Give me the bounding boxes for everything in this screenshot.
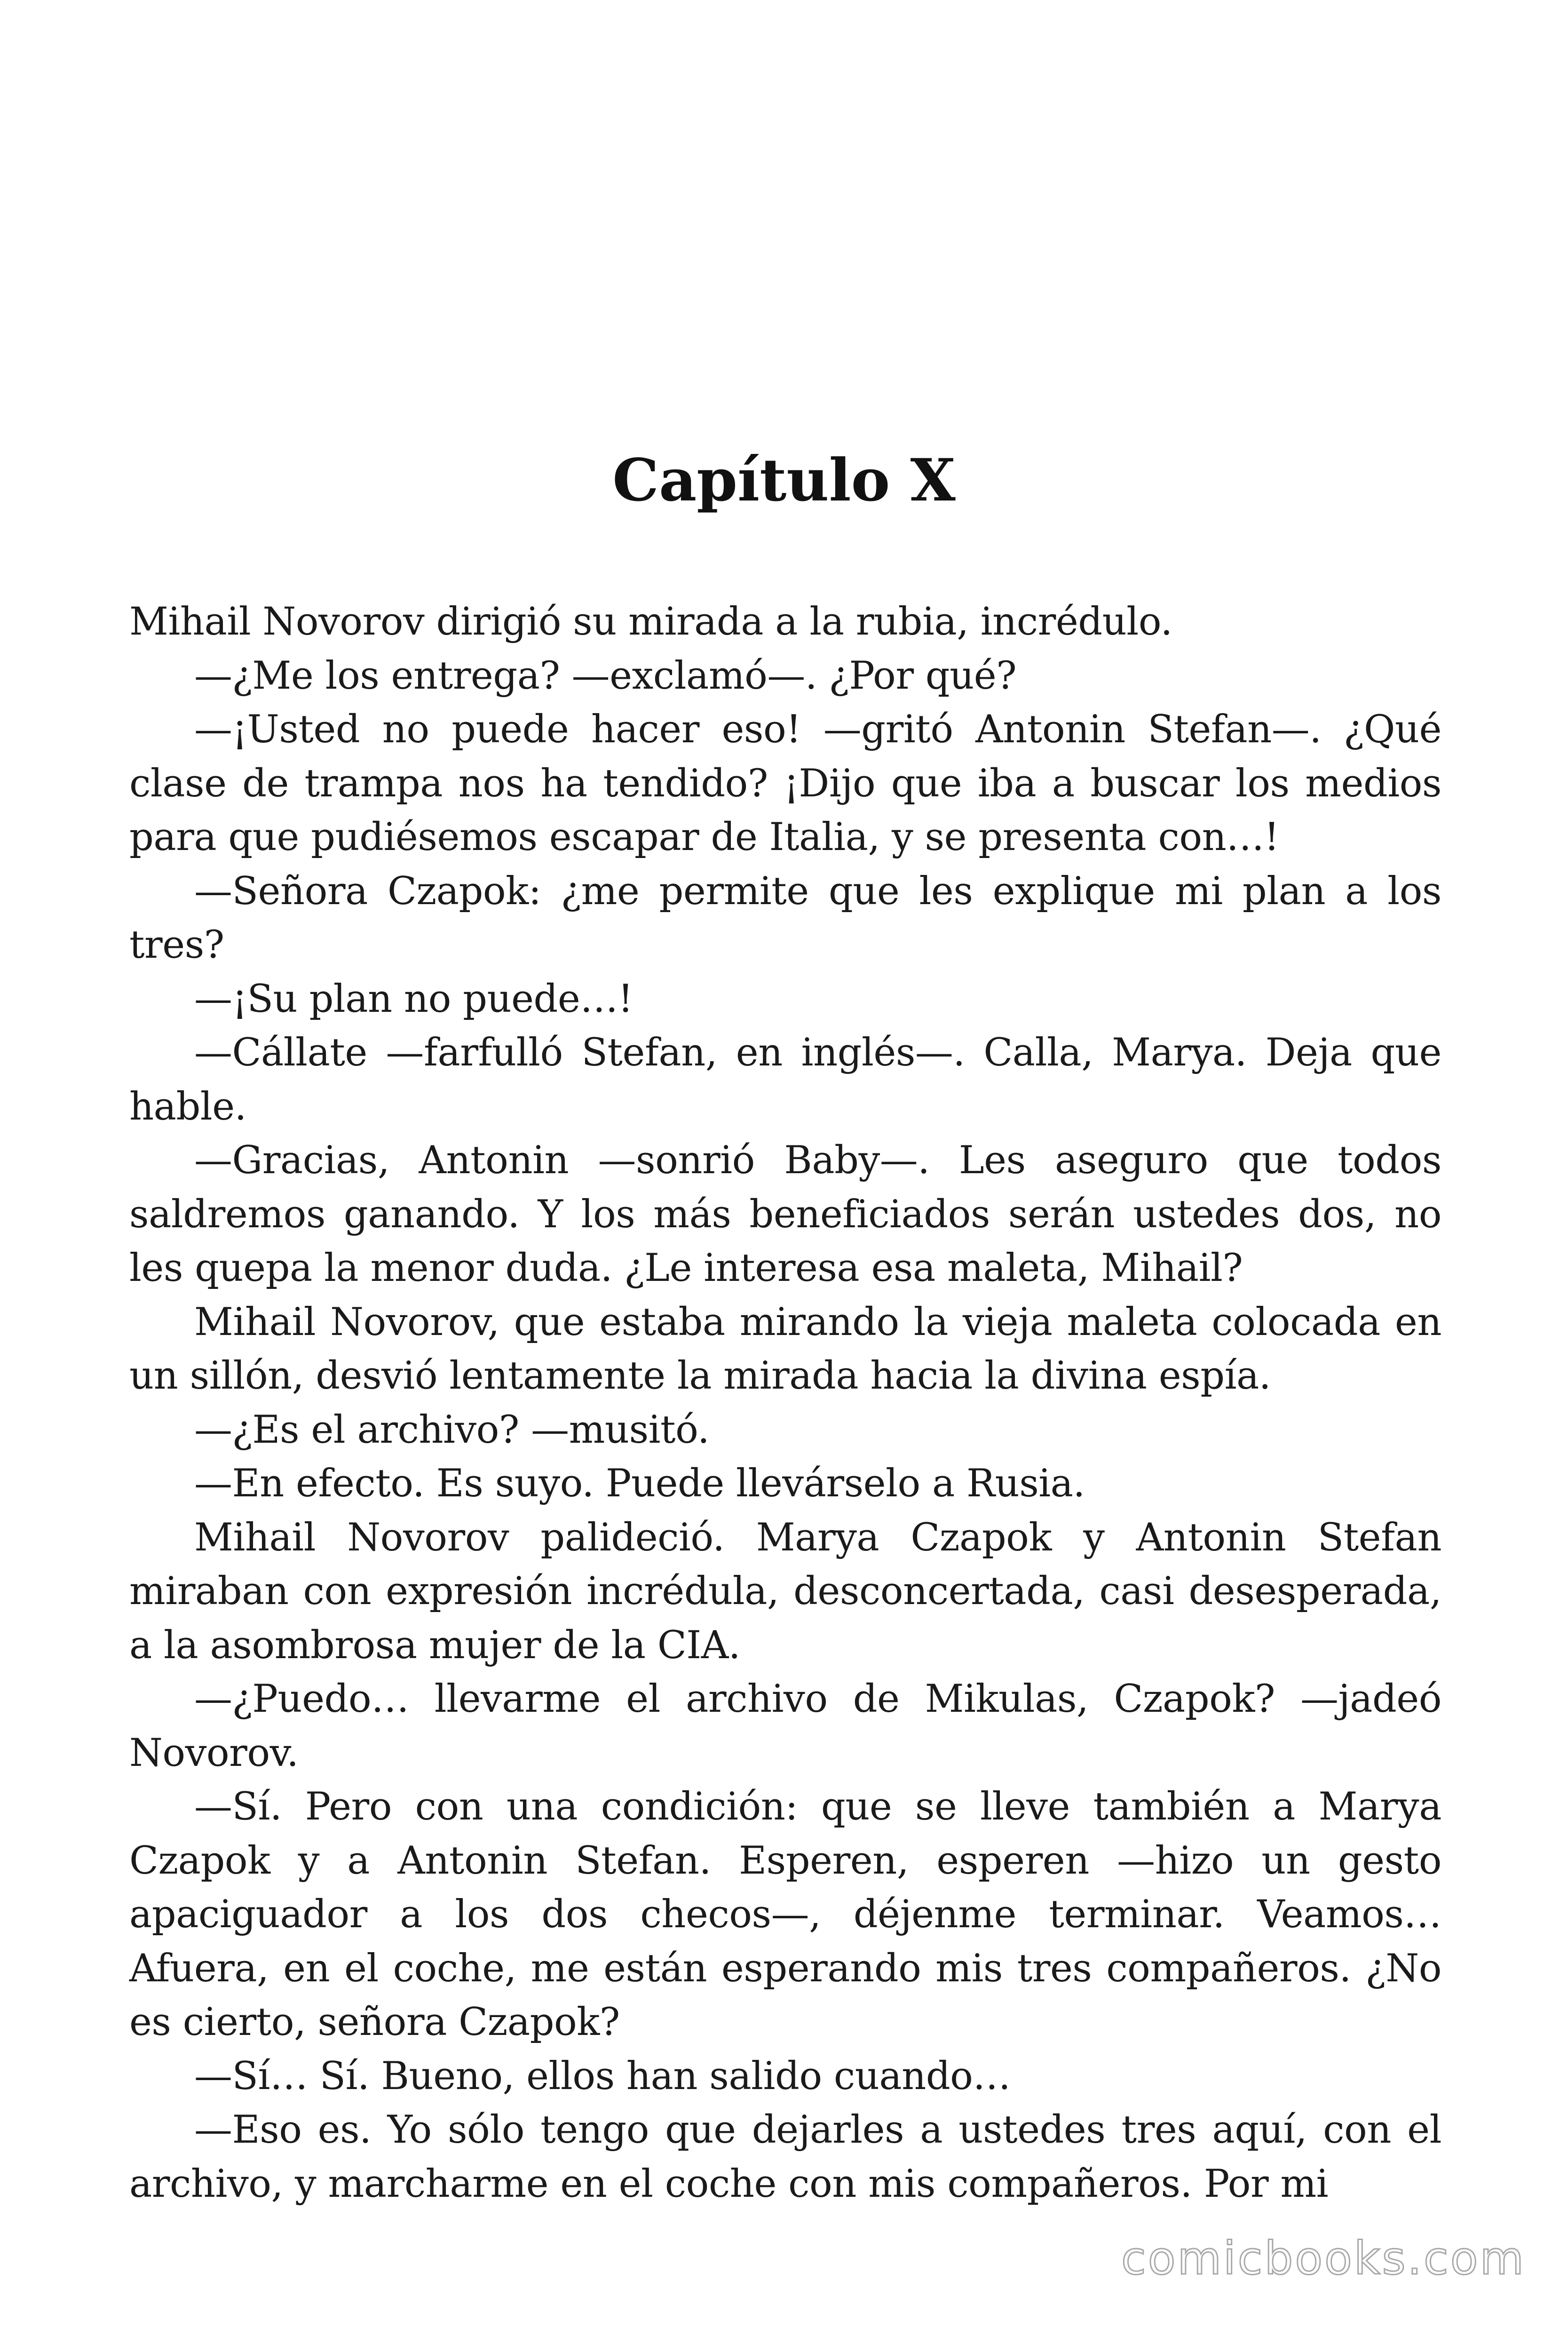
paragraph: Mihail Novorov palideció. Marya Czapok y Antonin Stefan miraban con expresión incrédula, desconcertada, casi desesperada, a la asombrosa mujer de la CIA. [129,1515,1441,1668]
paragraph: —¿Es el archivo? —musitó. [194,1407,710,1452]
paragraph: —Gracias, Antonin —sonrió Baby—. Les aseguro que todos saldremos ganando. Y los más beneficiados serán ustedes dos, no les quepa la menor duda. ¿Le interesa esa maleta, Mihail? [129,1138,1441,1290]
watermark: comicbooks.com [1121,2232,1526,2285]
paragraph: —Cállate —farfulló Stefan, en inglés—. Calla, Marya. Deja que hable. [129,1031,1441,1129]
paragraph: —¿Me los entrega? —exclamó—. ¿Por qué? [194,653,1017,698]
chapter-body [129,595,1441,2211]
paragraph: —¡Usted no puede hacer eso! —gritó Antonin Stefan—. ¿Qué clase de trampa nos ha tendido? ¡Dijo que iba a buscar los medios para que pudiésemos escapar de Italia, y se presenta con…! [129,707,1441,859]
paragraph: Mihail Novorov, que estaba mirando la vieja maleta colocada en un sillón, desvió lentamente la mirada hacia la divina espía. [129,1300,1441,1398]
paragraph: —Sí. Pero con una condición: que se lleve también a Marya Czapok y a Antonin Stefan. Esperen, esperen —hizo un gesto apaciguador a los dos checos—, déjenme terminar. Veamos… Afuera, en el coche, me están esperando mis tres compañeros. ¿No es cierto, señora Czapok? [129,1785,1441,2044]
paragraph: —En efecto. Es suyo. Puede llevárselo a Rusia. [194,1462,1085,1506]
paragraph: —¡Su plan no puede…! [194,977,633,1021]
paragraph: —Eso es. Yo sólo tengo que dejarles a ustedes tres aquí, con el archivo, y marcharme en el coche con mis compañeros. Por mi [129,2108,1441,2206]
chapter-title: Capítulo X [612,446,956,515]
paragraph: —Sí… Sí. Bueno, ellos han salido cuando… [194,2054,1011,2098]
paragraph: —¿Puedo… llevarme el archivo de Mikulas, Czapok? —jadeó Novorov. [129,1677,1441,1775]
paragraph: —Señora Czapok: ¿me permite que les explique mi plan a los tres? [129,869,1441,967]
paragraph: Mihail Novorov dirigió su mirada a la rubia, incrédulo. [129,600,1172,644]
